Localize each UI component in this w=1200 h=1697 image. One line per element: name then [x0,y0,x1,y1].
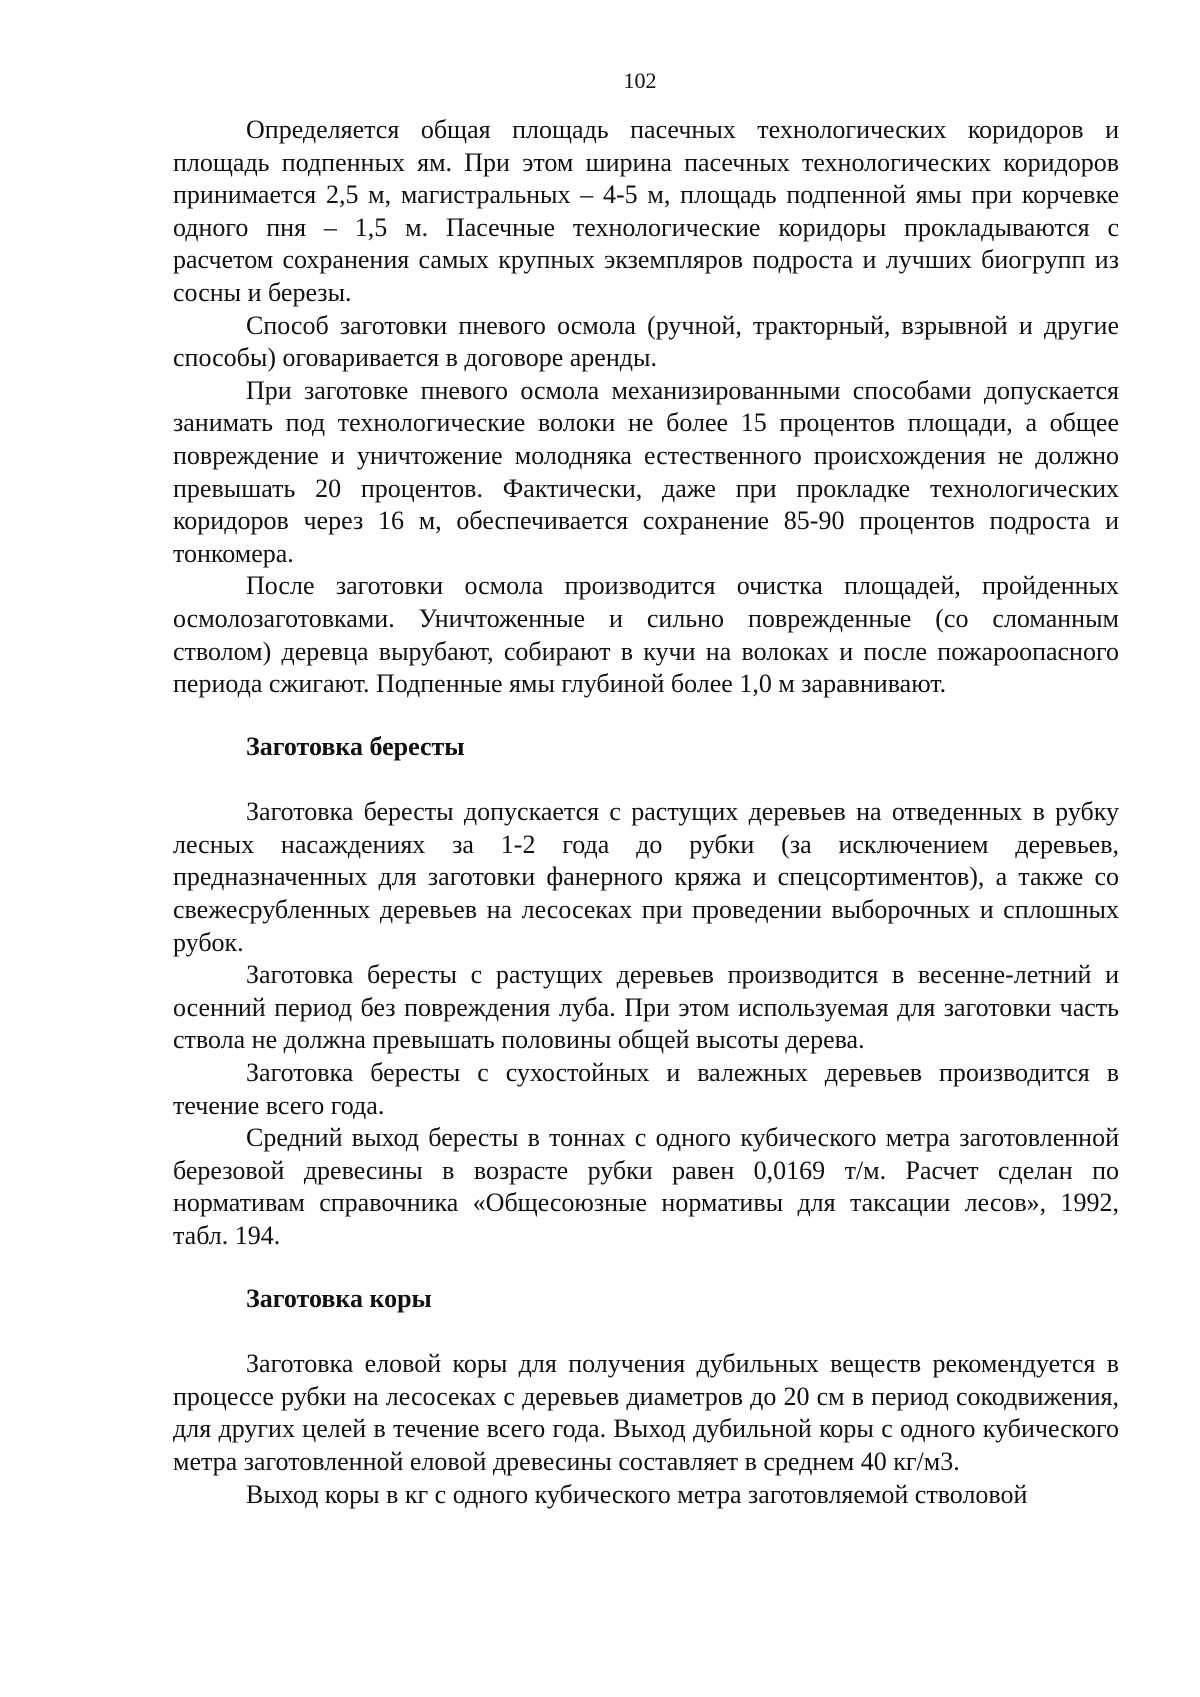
spacer [173,1253,1119,1283]
page-body [173,114,1119,1511]
paragraph: Определяется общая площадь пасечных технологических коридоров и площадь подпенных ям. При этом ширина пасечных технологических коридоров принимается 2,5 м, магистральных – 4-5 м, площадь подпенной ямы при корчевке одного пня – 1,5 м. Пасечные технологические коридоры прокладываются с расчетом сохранения самых крупных экземпляров подроста и лучших биогрупп из сосны и березы. [173,115,1119,307]
spacer [173,1315,1119,1348]
paragraph: После заготовки осмола производится очистка площадей, пройденных осмолозаготовками. Уничтоженные и сильно поврежденные (со сломанным стволом) деревца вырубают, собирают в кучи на волоках и после пожароопасного периода сжигают. Подпенные ямы глубиной более 1,0 м заравнивают. [173,571,1119,699]
page-number: 102 [623,68,657,93]
section-heading-beresta: Заготовка бересты [246,731,465,761]
section-heading-kora: Заготовка коры [246,1283,432,1313]
spacer [173,701,1119,731]
paragraph: Заготовка еловой коры для получения дубильных веществ рекомендуется в процессе рубки на лесосеках с деревьев диаметров до 20 см в период сокодвижения, для других целей в течение всего года. Выход дубильной коры с одного кубического метра заготовленной еловой древесины составляет в среднем 40 кг/м3. [173,1349,1119,1476]
paragraph: Средний выход бересты в тоннах с одного кубического метра заготовленной березовой древесины в возрасте рубки равен 0,0169 т/м. Расчет сделан по нормативам справочника «Общесоюзные нормативы для таксации лесов», 1992, табл. 194. [173,1123,1119,1250]
paragraph: Выход коры в кг с одного кубического метра заготовляемой стволовой [246,1479,1028,1509]
paragraph: При заготовке пневого осмола механизированными способами допускается занимать под технологические волоки не более 15 процентов площади, а общее повреждение и уничтожение молодняка естественного происхождения не должно превышать 20 процентов. Фактически, даже при прокладке технологических коридоров через 16 м, обеспечивается сохранение 85-90 процентов подроста и тонкомера. [173,375,1119,568]
paragraph: Заготовка бересты с сухостойных и валежных деревьев производится в течение всего года. [173,1058,1119,1120]
paragraph: Заготовка бересты с растущих деревьев производится в весенне-летний и осенний период без повреждения луба. При этом используемая для заготовки часть ствола не должна превышать половины общей высоты дерева. [173,960,1119,1055]
paragraph: Заготовка бересты допускается с растущих деревьев на отведенных в рубку лесных насаждениях за 1-2 года до рубки (за исключением деревьев, предназначенных для заготовки фанерного кряжа и спецсортиментов), а также со свежесрубленных деревьев на лесосеках при проведении выборочных и сплошных рубок. [173,797,1119,957]
paragraph: Способ заготовки пневого осмола (ручной, тракторный, взрывной и другие способы) оговаривается в договоре аренды. [173,310,1119,373]
spacer [173,763,1119,796]
